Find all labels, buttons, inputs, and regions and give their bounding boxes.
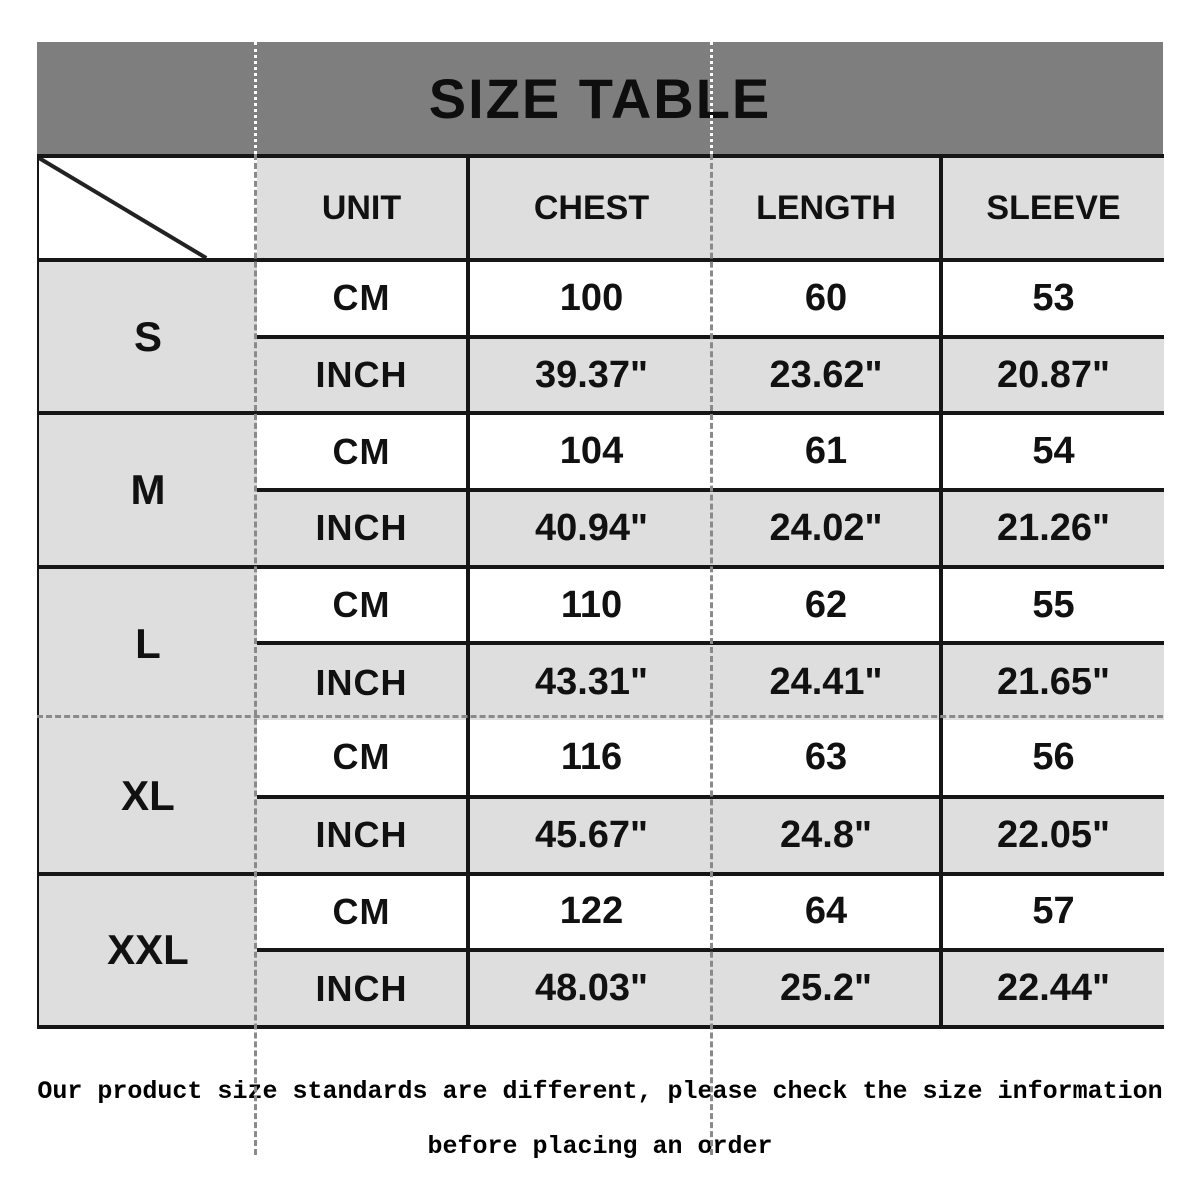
vertical-guide-dashed-left <box>254 154 257 1155</box>
m-cm-sleeve: 54 <box>941 413 1164 490</box>
col-header-chest: CHEST <box>468 156 713 260</box>
row-xl-cm <box>38 720 1164 797</box>
m-cm-length: 61 <box>713 413 941 490</box>
m-inch-sleeve: 21.26" <box>941 490 1164 567</box>
l-cm-length: 62 <box>713 567 941 644</box>
l-cm-sleeve: 55 <box>941 567 1164 644</box>
l-inch-unit: INCH <box>257 643 468 720</box>
xl-cm-length: 63 <box>713 720 941 797</box>
row-m-cm <box>38 413 1164 490</box>
l-inch-sleeve: 21.65" <box>941 643 1164 720</box>
xxl-cm-unit: CM <box>257 874 468 951</box>
s-inch-chest: 39.37" <box>468 337 713 414</box>
size-label-xxl: XXL <box>38 874 257 1027</box>
s-cm-sleeve: 53 <box>941 260 1164 337</box>
vertical-guide-dashed-right <box>710 154 713 1155</box>
horizontal-guide-dashed <box>37 715 1163 718</box>
xxl-inch-chest: 48.03" <box>468 950 713 1027</box>
column-header-row <box>38 156 1164 260</box>
row-xxl-cm <box>38 874 1164 951</box>
col-header-sleeve: SLEEVE <box>941 156 1164 260</box>
s-inch-sleeve: 20.87" <box>941 337 1164 414</box>
s-cm-length: 60 <box>713 260 941 337</box>
m-cm-unit: CM <box>257 413 468 490</box>
size-table-banner <box>37 42 1163 154</box>
m-cm-chest: 104 <box>468 413 713 490</box>
footer-note-line1: Our product size standards are different, please check the size information <box>37 1077 1163 1106</box>
xxl-cm-chest: 122 <box>468 874 713 951</box>
vertical-guide-dotted-right-banner <box>710 42 713 154</box>
xxl-cm-length: 64 <box>713 874 941 951</box>
xl-inch-unit: INCH <box>257 797 468 874</box>
xl-inch-length: 24.8" <box>713 797 941 874</box>
s-cm-unit: CM <box>257 260 468 337</box>
l-cm-unit: CM <box>257 567 468 644</box>
row-s-cm <box>38 260 1164 337</box>
size-label-xl: XL <box>38 720 257 873</box>
s-inch-length: 23.62" <box>713 337 941 414</box>
size-table <box>37 154 1164 1029</box>
size-label-s: S <box>38 260 257 413</box>
xl-cm-sleeve: 56 <box>941 720 1164 797</box>
m-inch-length: 24.02" <box>713 490 941 567</box>
diagonal-line-icon <box>39 158 257 258</box>
corner-cell <box>38 156 257 260</box>
xxl-inch-unit: INCH <box>257 950 468 1027</box>
l-inch-chest: 43.31" <box>468 643 713 720</box>
page-title: SIZE TABLE <box>428 66 772 130</box>
vertical-guide-dotted-left-banner <box>254 42 257 154</box>
m-inch-unit: INCH <box>257 490 468 567</box>
xxl-inch-sleeve: 22.44" <box>941 950 1164 1027</box>
xxl-inch-length: 25.2" <box>713 950 941 1027</box>
xl-cm-chest: 116 <box>468 720 713 797</box>
col-header-unit: UNIT <box>257 156 468 260</box>
xl-inch-chest: 45.67" <box>468 797 713 874</box>
size-label-l: L <box>38 567 257 720</box>
col-header-length: LENGTH <box>713 156 941 260</box>
l-inch-length: 24.41" <box>713 643 941 720</box>
xl-inch-sleeve: 22.05" <box>941 797 1164 874</box>
row-l-cm <box>38 567 1164 644</box>
s-cm-chest: 100 <box>468 260 713 337</box>
footer-note-line2: before placing an order <box>427 1132 773 1161</box>
footer-note <box>0 1064 1200 1174</box>
size-label-m: M <box>38 413 257 566</box>
l-cm-chest: 110 <box>468 567 713 644</box>
xxl-cm-sleeve: 57 <box>941 874 1164 951</box>
m-inch-chest: 40.94" <box>468 490 713 567</box>
s-inch-unit: INCH <box>257 337 468 414</box>
xl-cm-unit: CM <box>257 720 468 797</box>
